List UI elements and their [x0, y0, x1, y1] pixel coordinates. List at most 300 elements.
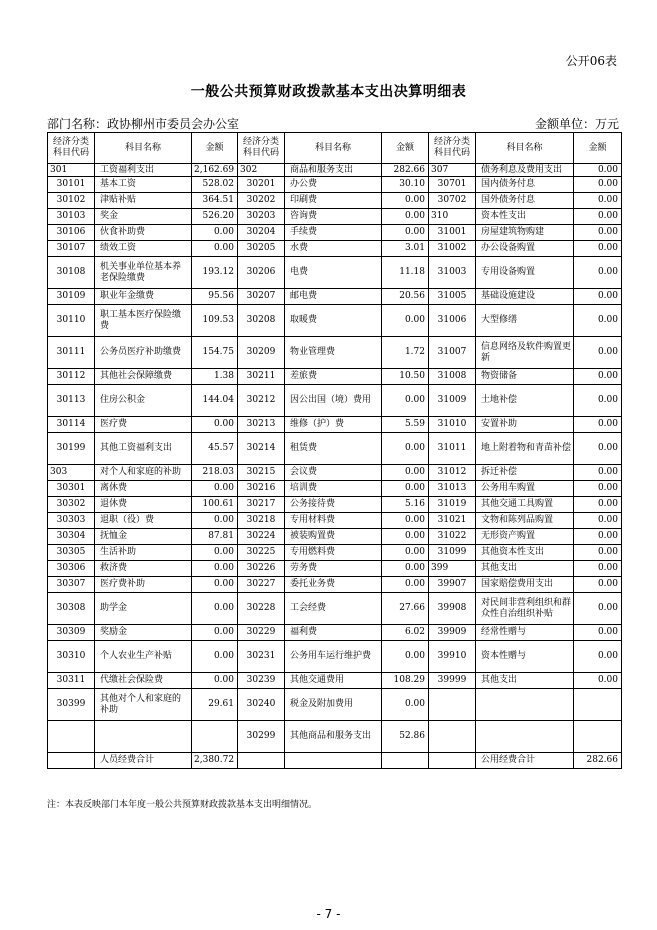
item-code-cell: 30301	[48, 481, 95, 497]
item-name-cell: 劳务费	[285, 561, 382, 577]
item-code-cell: 30302	[48, 497, 95, 513]
item-name-cell: 大型修缮	[476, 305, 574, 337]
item-code-cell	[48, 721, 95, 753]
item-amount-cell: 0.00	[192, 577, 238, 593]
item-code-cell: 302	[238, 164, 285, 177]
item-amount-cell: 5.59	[382, 417, 429, 433]
table-row	[48, 481, 622, 497]
item-amount-cell: 0.00	[382, 577, 429, 593]
table-row	[48, 193, 622, 209]
item-name-cell: 奖金	[95, 209, 192, 225]
item-amount-cell: 0.00	[574, 177, 622, 193]
table-row	[48, 625, 622, 641]
table-row	[48, 561, 622, 577]
item-name-cell: 资本性支出	[476, 209, 574, 225]
item-amount-cell: 193.12	[192, 257, 238, 289]
item-code-cell: 39999	[429, 673, 476, 689]
item-name-cell: 抚恤金	[95, 529, 192, 545]
item-code-cell: 30114	[48, 417, 95, 433]
item-name-cell: 文物和陈列品购置	[476, 513, 574, 529]
item-code-cell: 30228	[238, 593, 285, 625]
item-amount-cell: 0.00	[382, 481, 429, 497]
item-name-cell: 税金及附加费用	[285, 689, 382, 721]
item-code-cell: 399	[429, 561, 476, 577]
table-body	[48, 164, 622, 753]
item-amount-cell: 526.20	[192, 209, 238, 225]
item-name-cell: 其他工资福利支出	[95, 433, 192, 465]
item-name-cell: 被装购置费	[285, 529, 382, 545]
header-cell: 科目名称	[285, 133, 382, 164]
item-amount-cell: 0.00	[382, 193, 429, 209]
item-name-cell: 办公费	[285, 177, 382, 193]
item-name-cell: 对个人和家庭的补助	[95, 465, 192, 481]
item-name-cell: 专用燃料费	[285, 545, 382, 561]
item-name-cell: 基本工资	[95, 177, 192, 193]
item-amount-cell: 100.61	[192, 497, 238, 513]
item-code-cell: 30226	[238, 561, 285, 577]
item-amount-cell: 0.00	[192, 641, 238, 673]
item-code-cell: 30199	[48, 433, 95, 465]
item-name-cell: 离休费	[95, 481, 192, 497]
item-code-cell: 31001	[429, 225, 476, 241]
item-amount-cell: 1.72	[382, 337, 429, 369]
item-amount-cell: 0.00	[574, 465, 622, 481]
item-amount-cell: 0.00	[192, 225, 238, 241]
item-amount-cell: 0.00	[382, 209, 429, 225]
table-row	[48, 289, 622, 305]
item-code-cell: 30213	[238, 417, 285, 433]
table-row	[48, 673, 622, 689]
item-code-cell: 30311	[48, 673, 95, 689]
item-name-cell: 住房公积金	[95, 385, 192, 417]
item-code-cell: 307	[429, 164, 476, 177]
item-name-cell: 公务用车运行维护费	[285, 641, 382, 673]
item-amount-cell: 0.00	[574, 164, 622, 177]
item-name-cell: 国内债务付息	[476, 177, 574, 193]
item-code-cell: 31002	[429, 241, 476, 257]
item-code-cell: 30309	[48, 625, 95, 641]
item-name-cell: 绩效工资	[95, 241, 192, 257]
item-code-cell: 30702	[429, 193, 476, 209]
header-cell: 经济分类科目代码	[238, 133, 285, 164]
table-row	[48, 417, 622, 433]
item-amount-cell: 0.00	[192, 481, 238, 497]
item-amount-cell	[192, 721, 238, 753]
item-amount-cell: 0.00	[574, 545, 622, 561]
table-row	[48, 577, 622, 593]
item-name-cell: 安置补助	[476, 417, 574, 433]
item-name-cell: 个人农业生产补贴	[95, 641, 192, 673]
item-amount-cell: 0.00	[574, 193, 622, 209]
item-amount-cell: 0.00	[192, 625, 238, 641]
item-amount-cell: 0.00	[382, 689, 429, 721]
item-code-cell: 30107	[48, 241, 95, 257]
item-code-cell: 30224	[238, 529, 285, 545]
item-name-cell: 土地补偿	[476, 385, 574, 417]
item-amount-cell: 95.56	[192, 289, 238, 305]
item-amount-cell: 45.57	[192, 433, 238, 465]
item-code-cell: 39908	[429, 593, 476, 625]
page-number: - 7 -	[316, 907, 341, 921]
item-code-cell: 30303	[48, 513, 95, 529]
item-code-cell: 30215	[238, 465, 285, 481]
item-name-cell: 地上附着物和青苗补偿	[476, 433, 574, 465]
item-name-cell: 专用设备购置	[476, 257, 574, 289]
item-code-cell: 31005	[429, 289, 476, 305]
item-amount-cell: 6.02	[382, 625, 429, 641]
item-amount-cell: 144.04	[192, 385, 238, 417]
item-amount-cell: 11.18	[382, 257, 429, 289]
item-code-cell: 39909	[429, 625, 476, 641]
item-code-cell: 30111	[48, 337, 95, 369]
item-amount-cell: 0.00	[192, 545, 238, 561]
item-amount-cell: 0.00	[382, 641, 429, 673]
item-code-cell: 30701	[429, 177, 476, 193]
item-amount-cell: 0.00	[574, 497, 622, 513]
item-amount-cell: 0.00	[382, 465, 429, 481]
table-row	[48, 433, 622, 465]
item-name-cell: 代缴社会保险费	[95, 673, 192, 689]
item-code-cell: 30214	[238, 433, 285, 465]
item-amount-cell: 0.00	[574, 641, 622, 673]
item-name-cell: 其他交通工具购置	[476, 497, 574, 513]
personnel-total-amount: 2,380.72	[192, 753, 238, 769]
item-amount-cell: 0.00	[574, 225, 622, 241]
item-code-cell: 30201	[238, 177, 285, 193]
item-amount-cell: 109.53	[192, 305, 238, 337]
item-amount-cell: 0.00	[574, 529, 622, 545]
item-code-cell: 31009	[429, 385, 476, 417]
item-name-cell: 其他交通费用	[285, 673, 382, 689]
item-name-cell: 其他商品和服务支出	[285, 721, 382, 753]
item-name-cell: 奖励金	[95, 625, 192, 641]
table-row	[48, 593, 622, 625]
item-amount-cell: 0.00	[574, 433, 622, 465]
item-code-cell: 30304	[48, 529, 95, 545]
item-amount-cell: 0.00	[574, 417, 622, 433]
item-amount-cell: 218.03	[192, 465, 238, 481]
item-name-cell: 工资福利支出	[95, 164, 192, 177]
item-amount-cell: 0.00	[574, 481, 622, 497]
item-amount-cell: 0.00	[192, 673, 238, 689]
public-total-label: 公用经费合计	[476, 753, 574, 769]
item-name-cell: 会议费	[285, 465, 382, 481]
item-amount-cell: 0.00	[192, 241, 238, 257]
item-amount-cell: 1.38	[192, 369, 238, 385]
item-code-cell: 30229	[238, 625, 285, 641]
item-name-cell: 取暖费	[285, 305, 382, 337]
item-code-cell: 31012	[429, 465, 476, 481]
table-row	[48, 225, 622, 241]
item-code-cell: 30110	[48, 305, 95, 337]
item-amount-cell: 0.00	[382, 561, 429, 577]
table-cell	[382, 753, 429, 769]
item-code-cell: 310	[429, 209, 476, 225]
item-code-cell: 30206	[238, 257, 285, 289]
item-amount-cell: 0.00	[192, 417, 238, 433]
item-code-cell: 31021	[429, 513, 476, 529]
table-row	[48, 257, 622, 289]
item-amount-cell: 0.00	[382, 305, 429, 337]
item-amount-cell: 0.00	[382, 385, 429, 417]
item-amount-cell: 0.00	[192, 593, 238, 625]
item-code-cell: 30231	[238, 641, 285, 673]
item-amount-cell: 0.00	[192, 561, 238, 577]
item-name-cell: 经常性赠与	[476, 625, 574, 641]
item-code-cell: 31099	[429, 545, 476, 561]
item-name-cell: 对民间非营利组织和群众性自治组织补贴	[476, 593, 574, 625]
item-code-cell: 30217	[238, 497, 285, 513]
item-name-cell: 其他支出	[476, 673, 574, 689]
item-name-cell: 委托业务费	[285, 577, 382, 593]
item-name-cell: 国外债务付息	[476, 193, 574, 209]
item-name-cell: 救济费	[95, 561, 192, 577]
item-name-cell: 物业管理费	[285, 337, 382, 369]
item-name-cell: 助学金	[95, 593, 192, 625]
item-code-cell: 31008	[429, 369, 476, 385]
footnote: 注：本表反映部门本年度一般公共预算财政拨款基本支出明细情况。	[47, 800, 318, 810]
item-code-cell: 30207	[238, 289, 285, 305]
item-amount-cell: 0.00	[574, 305, 622, 337]
personnel-total-label: 人员经费合计	[95, 753, 192, 769]
item-code-cell: 30307	[48, 577, 95, 593]
page-title: 一般公共预算财政拨款基本支出决算明细表	[190, 84, 467, 100]
item-name-cell: 咨询费	[285, 209, 382, 225]
table-cell	[238, 753, 285, 769]
item-amount-cell: 0.00	[574, 385, 622, 417]
table-row	[48, 513, 622, 529]
table-row	[48, 721, 622, 753]
item-amount-cell: 30.10	[382, 177, 429, 193]
item-name-cell: 办公设备购置	[476, 241, 574, 257]
table-row	[48, 241, 622, 257]
item-name-cell: 其他资本性支出	[476, 545, 574, 561]
item-code-cell: 30113	[48, 385, 95, 417]
item-amount-cell: 0.00	[382, 513, 429, 529]
table-row	[48, 529, 622, 545]
expenditure-table	[47, 132, 622, 769]
item-amount-cell	[574, 721, 622, 753]
item-name-cell: 职业年金缴费	[95, 289, 192, 305]
table-row	[48, 177, 622, 193]
item-code-cell: 31006	[429, 305, 476, 337]
item-name-cell: 伙食补助费	[95, 225, 192, 241]
item-amount-cell: 0.00	[382, 433, 429, 465]
item-name-cell: 信息网络及软件购置更新	[476, 337, 574, 369]
item-name-cell: 因公出国（境）费用	[285, 385, 382, 417]
item-name-cell: 物资储备	[476, 369, 574, 385]
item-amount-cell: 0.00	[574, 577, 622, 593]
item-code-cell	[429, 689, 476, 721]
item-amount-cell: 364.51	[192, 193, 238, 209]
item-name-cell: 公务接待费	[285, 497, 382, 513]
item-amount-cell: 0.00	[574, 593, 622, 625]
item-code-cell: 30202	[238, 193, 285, 209]
item-code-cell: 30103	[48, 209, 95, 225]
item-amount-cell: 29.61	[192, 689, 238, 721]
item-code-cell: 30225	[238, 545, 285, 561]
item-name-cell: 手续费	[285, 225, 382, 241]
item-code-cell: 30212	[238, 385, 285, 417]
item-code-cell: 31013	[429, 481, 476, 497]
item-amount-cell: 0.00	[574, 257, 622, 289]
item-name-cell: 租赁费	[285, 433, 382, 465]
item-code-cell: 30211	[238, 369, 285, 385]
item-code-cell: 30108	[48, 257, 95, 289]
item-name-cell	[95, 721, 192, 753]
item-name-cell: 津贴补贴	[95, 193, 192, 209]
item-name-cell: 国家赔偿费用支出	[476, 577, 574, 593]
item-name-cell: 公务员医疗补助缴费	[95, 337, 192, 369]
item-code-cell: 30216	[238, 481, 285, 497]
item-name-cell: 差旅费	[285, 369, 382, 385]
item-code-cell: 30399	[48, 689, 95, 721]
item-code-cell: 31019	[429, 497, 476, 513]
item-name-cell: 职工基本医疗保险缴费	[95, 305, 192, 337]
item-code-cell: 30308	[48, 593, 95, 625]
item-amount-cell: 0.00	[574, 241, 622, 257]
public-total-amount: 282.66	[574, 753, 622, 769]
item-name-cell: 房屋建筑物购建	[476, 225, 574, 241]
item-name-cell: 公务用车购置	[476, 481, 574, 497]
item-code-cell: 39907	[429, 577, 476, 593]
item-amount-cell: 87.81	[192, 529, 238, 545]
item-code-cell: 30299	[238, 721, 285, 753]
item-name-cell: 专用材料费	[285, 513, 382, 529]
table-row	[48, 465, 622, 481]
item-code-cell: 31003	[429, 257, 476, 289]
table-row	[48, 369, 622, 385]
table-row	[48, 385, 622, 417]
item-code-cell: 30240	[238, 689, 285, 721]
meta-row	[47, 115, 619, 132]
item-amount-cell: 0.00	[382, 529, 429, 545]
table-row	[48, 641, 622, 673]
table-row	[48, 337, 622, 369]
item-amount-cell: 27.66	[382, 593, 429, 625]
item-amount-cell	[574, 689, 622, 721]
item-code-cell: 31007	[429, 337, 476, 369]
item-code-cell: 31011	[429, 433, 476, 465]
item-amount-cell: 0.00	[382, 225, 429, 241]
header-cell: 经济分类科目代码	[429, 133, 476, 164]
table-row	[48, 164, 622, 177]
department-name: 部门名称：政协柳州市委员会办公室	[47, 117, 240, 131]
item-name-cell: 印刷费	[285, 193, 382, 209]
item-amount-cell: 5.16	[382, 497, 429, 513]
item-name-cell: 债务利息及费用支出	[476, 164, 574, 177]
item-name-cell: 邮电费	[285, 289, 382, 305]
item-name-cell	[476, 721, 574, 753]
item-amount-cell: 0.00	[574, 369, 622, 385]
item-name-cell: 工会经费	[285, 593, 382, 625]
header-cell: 科目名称	[476, 133, 574, 164]
item-code-cell: 30218	[238, 513, 285, 529]
item-code-cell: 30306	[48, 561, 95, 577]
item-name-cell: 培训费	[285, 481, 382, 497]
item-amount-cell: 528.02	[192, 177, 238, 193]
item-amount-cell: 0.00	[382, 545, 429, 561]
item-amount-cell: 0.00	[574, 625, 622, 641]
item-amount-cell: 0.00	[574, 209, 622, 225]
table-cell	[285, 753, 382, 769]
header-cell: 科目名称	[95, 133, 192, 164]
item-amount-cell: 282.66	[382, 164, 429, 177]
item-amount-cell: 0.00	[574, 337, 622, 369]
item-code-cell: 30239	[238, 673, 285, 689]
item-name-cell: 无形资产购置	[476, 529, 574, 545]
item-code-cell: 30102	[48, 193, 95, 209]
item-code-cell: 301	[48, 164, 95, 177]
item-name-cell: 生活补助	[95, 545, 192, 561]
item-code-cell: 30109	[48, 289, 95, 305]
table-row	[48, 689, 622, 721]
item-name-cell: 其他社会保障缴费	[95, 369, 192, 385]
item-name-cell: 机关事业单位基本养老保险缴费	[95, 257, 192, 289]
item-name-cell: 其他支出	[476, 561, 574, 577]
item-amount-cell: 0.00	[574, 673, 622, 689]
item-name-cell: 维修（护）费	[285, 417, 382, 433]
amount-unit: 金额单位：万元	[534, 117, 619, 131]
item-code-cell: 30101	[48, 177, 95, 193]
item-amount-cell: 0.00	[574, 289, 622, 305]
item-amount-cell: 2,162.69	[192, 164, 238, 177]
table-row	[48, 305, 622, 337]
item-name-cell: 基础设施建设	[476, 289, 574, 305]
item-name-cell: 医疗费补助	[95, 577, 192, 593]
header-cell: 金额	[574, 133, 622, 164]
item-name-cell: 退职（役）费	[95, 513, 192, 529]
header-cell: 金额	[382, 133, 429, 164]
item-name-cell: 商品和服务支出	[285, 164, 382, 177]
item-name-cell: 拆迁补偿	[476, 465, 574, 481]
item-name-cell: 水费	[285, 241, 382, 257]
item-code-cell: 30204	[238, 225, 285, 241]
table-row	[48, 497, 622, 513]
item-code-cell: 30208	[238, 305, 285, 337]
item-name-cell	[476, 689, 574, 721]
item-code-cell: 30227	[238, 577, 285, 593]
item-name-cell: 电费	[285, 257, 382, 289]
item-name-cell: 其他对个人和家庭的补助	[95, 689, 192, 721]
item-code-cell	[429, 721, 476, 753]
item-amount-cell: 20.56	[382, 289, 429, 305]
totals-row	[48, 753, 622, 769]
item-code-cell: 30106	[48, 225, 95, 241]
table-cell	[429, 753, 476, 769]
item-name-cell: 资本性赠与	[476, 641, 574, 673]
item-amount-cell: 10.50	[382, 369, 429, 385]
item-code-cell: 303	[48, 465, 95, 481]
item-code-cell: 30305	[48, 545, 95, 561]
document-code: 公开06表	[565, 54, 617, 68]
table-row	[48, 209, 622, 225]
item-name-cell: 医疗费	[95, 417, 192, 433]
item-code-cell: 31022	[429, 529, 476, 545]
header-row	[48, 133, 622, 164]
item-name-cell: 退休费	[95, 497, 192, 513]
item-amount-cell: 154.75	[192, 337, 238, 369]
item-amount-cell: 52.86	[382, 721, 429, 753]
item-code-cell: 30112	[48, 369, 95, 385]
item-amount-cell: 0.00	[192, 513, 238, 529]
header-cell: 经济分类科目代码	[48, 133, 95, 164]
item-code-cell: 31010	[429, 417, 476, 433]
header-cell: 金额	[192, 133, 238, 164]
item-code-cell: 30310	[48, 641, 95, 673]
table-row	[48, 545, 622, 561]
item-code-cell: 30205	[238, 241, 285, 257]
